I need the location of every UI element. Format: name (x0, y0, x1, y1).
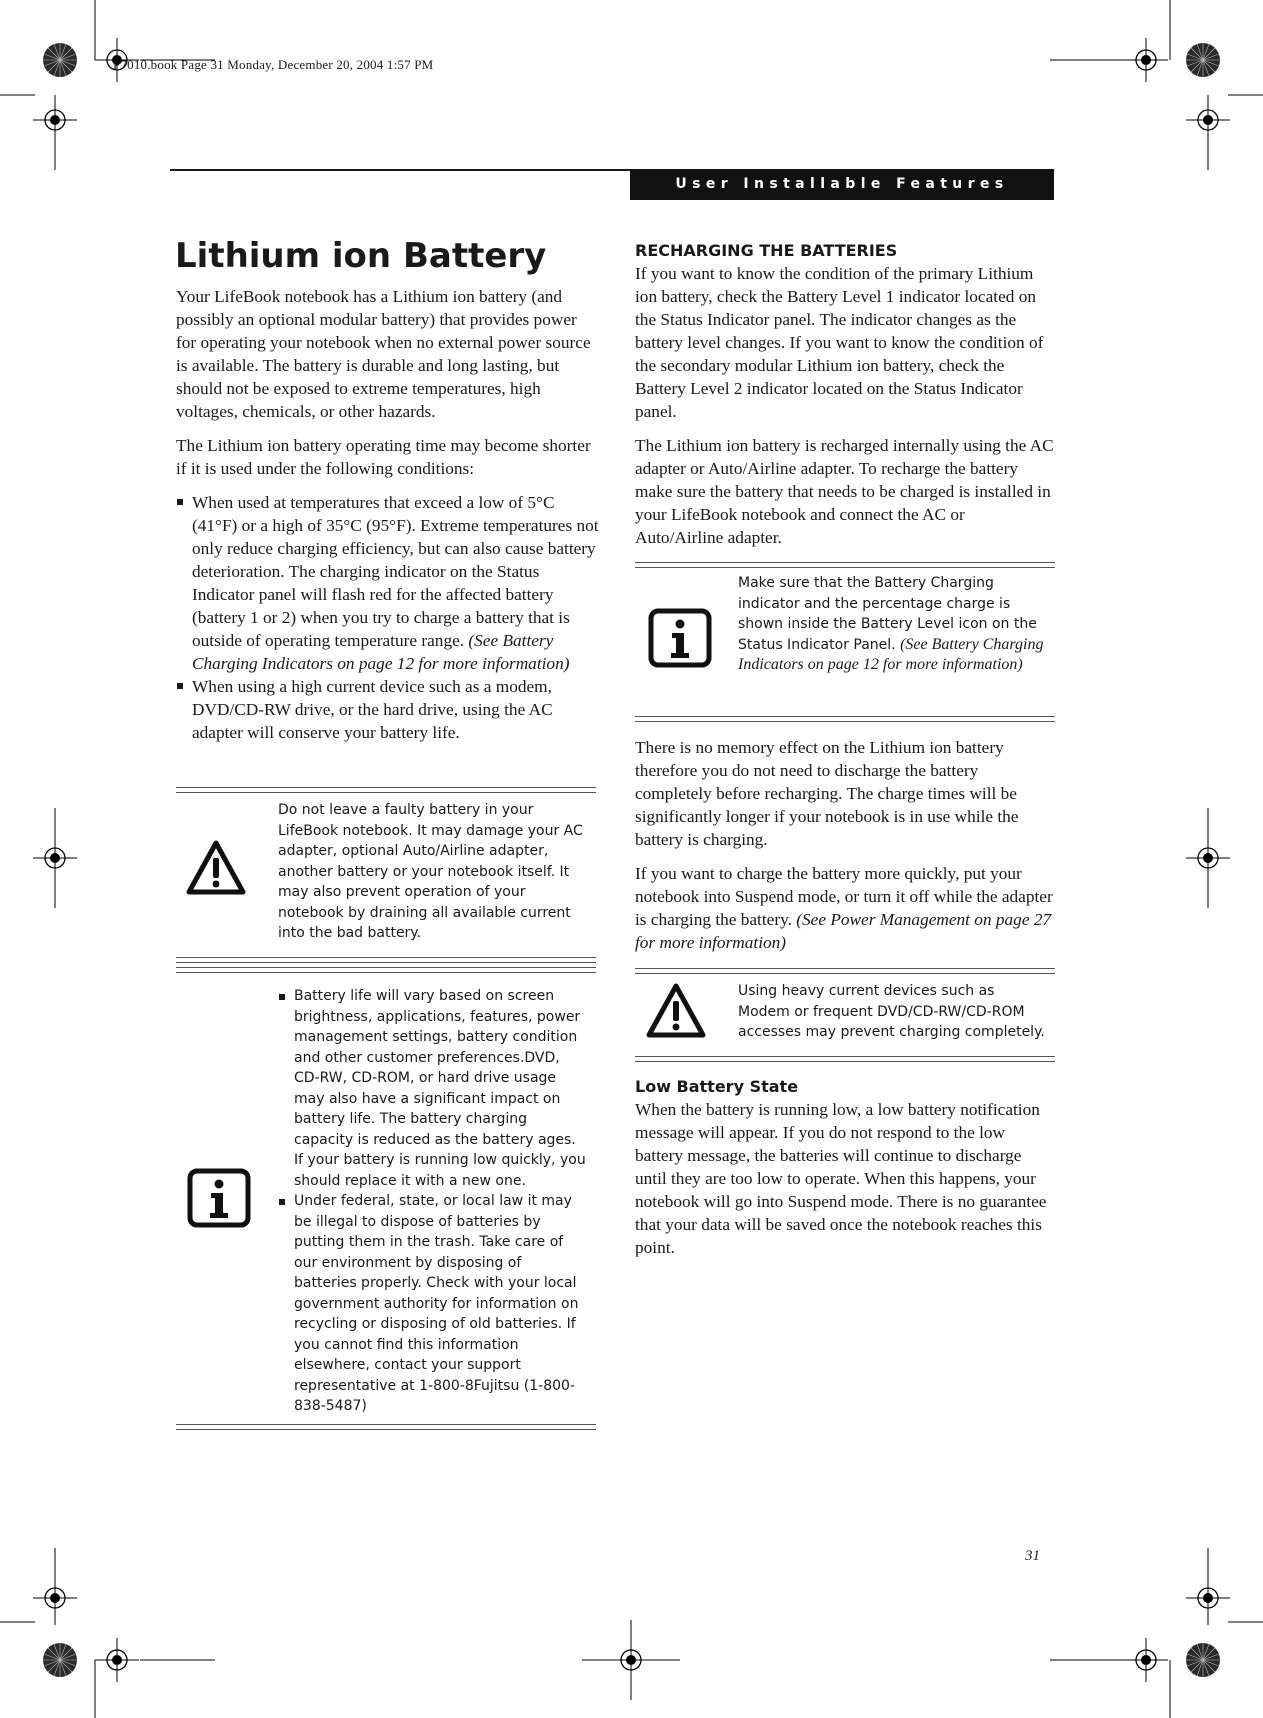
page-number: 31 (1025, 1548, 1040, 1564)
info-note (738, 573, 1050, 676)
info-bottom-rule (176, 1424, 596, 1430)
bullet-square (279, 994, 285, 1000)
cross-reference: (See Battery Charging Indicators on page 12 for more information) (192, 631, 570, 673)
left-column (176, 285, 600, 744)
paragraph-text: If you want to charge the battery more quickly, put your notebook into Suspend mode, or turn it off while the adapter is charging the battery. (635, 864, 1053, 929)
info-bottom-rule (635, 716, 1055, 722)
list-item-text: Under federal, state, or local law it may be illegal to dispose of batteries by putting them in the trash. Take care of our environment by disposing of batteries properly. Check with your local government authority for information on recycling or disposing of old batteries. If you cannot find this information elsewhere, contact your support representative at 1-800-8Fujitsu (1-800-838-5487) (294, 1193, 579, 1414)
warning-icon (646, 983, 706, 1039)
list-item-text: Battery life will vary based on screen brightness, applications, features, power management settings, battery condition and other customer preferences.DVD, CD-RW, CD-ROM, or hard drive usage may also have a significant impact on battery life. The battery charging capacity is reduced as the battery ages. If your battery is running low quickly, you should replace it with a new one. (294, 988, 586, 1189)
bullet-square (279, 1199, 285, 1205)
cross-reference: (See Power Management on page 27 for more information) (635, 910, 1052, 952)
paragraph (635, 862, 1055, 954)
conditions-list (176, 491, 600, 744)
caution-text: Do not leave a faulty battery in your LifeBook notebook. It may damage your AC adapter, optional Auto/Airline adapter, another battery or your notebook itself. It may also prevent operation of your notebook by draining all available current into the bad battery. (278, 802, 583, 941)
list-item (176, 675, 600, 744)
section-heading: RECHARGING THE BATTERIES (635, 241, 898, 260)
conditions-intro: The Lithium ion battery operating time may become shorter if it is used under the following conditions: (176, 436, 591, 478)
subsection-heading: Low Battery State (635, 1077, 799, 1096)
paragraph: The Lithium ion battery is recharged internally using the AC adapter or Auto/Airline adapter. To recharge the battery make sure the battery that needs to be charged is installed in your LifeBook notebook and connect the AC or Auto/Airline adapter. (635, 436, 1054, 547)
info-top-rule (176, 967, 596, 973)
bullet-square (177, 499, 183, 505)
right-column-top (635, 240, 1055, 560)
list-item-text: When used at temperatures that exceed a low of 5°C (41°F) or a high of 35°C (95°F). Extreme temperatures not only reduce charging efficiency, but can also cause battery deterioration. The charging indicator on the Status Indicator panel will flash red for the affected battery (battery 1 or 2) when you try to charge a battery that is outside of operating temperature range. (192, 493, 599, 650)
list-item (176, 491, 600, 675)
caution-text: Using heavy current devices such as Modem or frequent DVD/CD-RW/CD-ROM accesses may prevent charging completely. (738, 983, 1045, 1040)
paragraph: If you want to know the condition of the primary Lithium ion battery, check the Battery Level 1 indicator located on the Status Indicator panel. The indicator changes as the battery level changes. If you want to know the condition of the secondary modular Lithium ion battery, check the Battery Level 2 indicator located on the Status Indicator panel. (635, 264, 1044, 421)
right-column-bottom (635, 1076, 1055, 1270)
caution-bottom-rule (635, 1056, 1055, 1062)
header-rule (170, 169, 632, 171)
bullet-square (177, 683, 183, 689)
list-item (278, 986, 588, 1191)
paragraph: There is no memory effect on the Lithium ion battery therefore you do not need to discharge the battery completely before recharging. The charge times will be significantly longer if your notebook is in use while the battery is charging. (635, 738, 1019, 849)
warning-icon (186, 840, 246, 896)
list-item (278, 1191, 588, 1417)
intro-paragraph: Your LifeBook notebook has a Lithium ion battery (and possibly an optional modular battery) that provides power for operating your notebook when no external power source is available. The battery is durable and long lasting, but should not be exposed to extreme temperatures, high voltages, chemicals, or other hazards. (176, 287, 591, 421)
info-list (278, 986, 588, 1417)
info-note-text: Make sure that the Battery Charging indicator and the percentage charge is shown inside the Battery Level icon on the Status Indicator Panel. (738, 575, 1037, 653)
cross-reference: (See Battery Charging Indicators on page 12 for more information) (738, 635, 1044, 673)
info-icon (187, 1168, 251, 1228)
right-column-middle (635, 736, 1055, 965)
running-header: User Installable Features (630, 169, 1054, 200)
list-item-text: When using a high current device such as a modem, DVD/CD-RW drive, or the hard drive, using the AC adapter will conserve your battery life. (192, 677, 553, 742)
caution-top-rule (635, 968, 1055, 974)
info-icon (648, 608, 712, 668)
info-top-rule (635, 562, 1055, 568)
page-title: Lithium ion Battery (175, 236, 547, 276)
print-slug: P7010.book Page 31 Monday, December 20, 2004 1:57 PM (113, 57, 434, 72)
paragraph: When the battery is running low, a low battery notification message will appear. If you do not respond to the low battery message, the batteries will continue to discharge until they are too low to operate. When this happens, your notebook will go into Suspend mode. There is no guarantee that your data will be saved once the notebook reaches this point. (635, 1100, 1047, 1257)
caution-top-rule (176, 787, 596, 793)
info-note (278, 986, 588, 1417)
caution-bottom-rule (176, 957, 596, 963)
